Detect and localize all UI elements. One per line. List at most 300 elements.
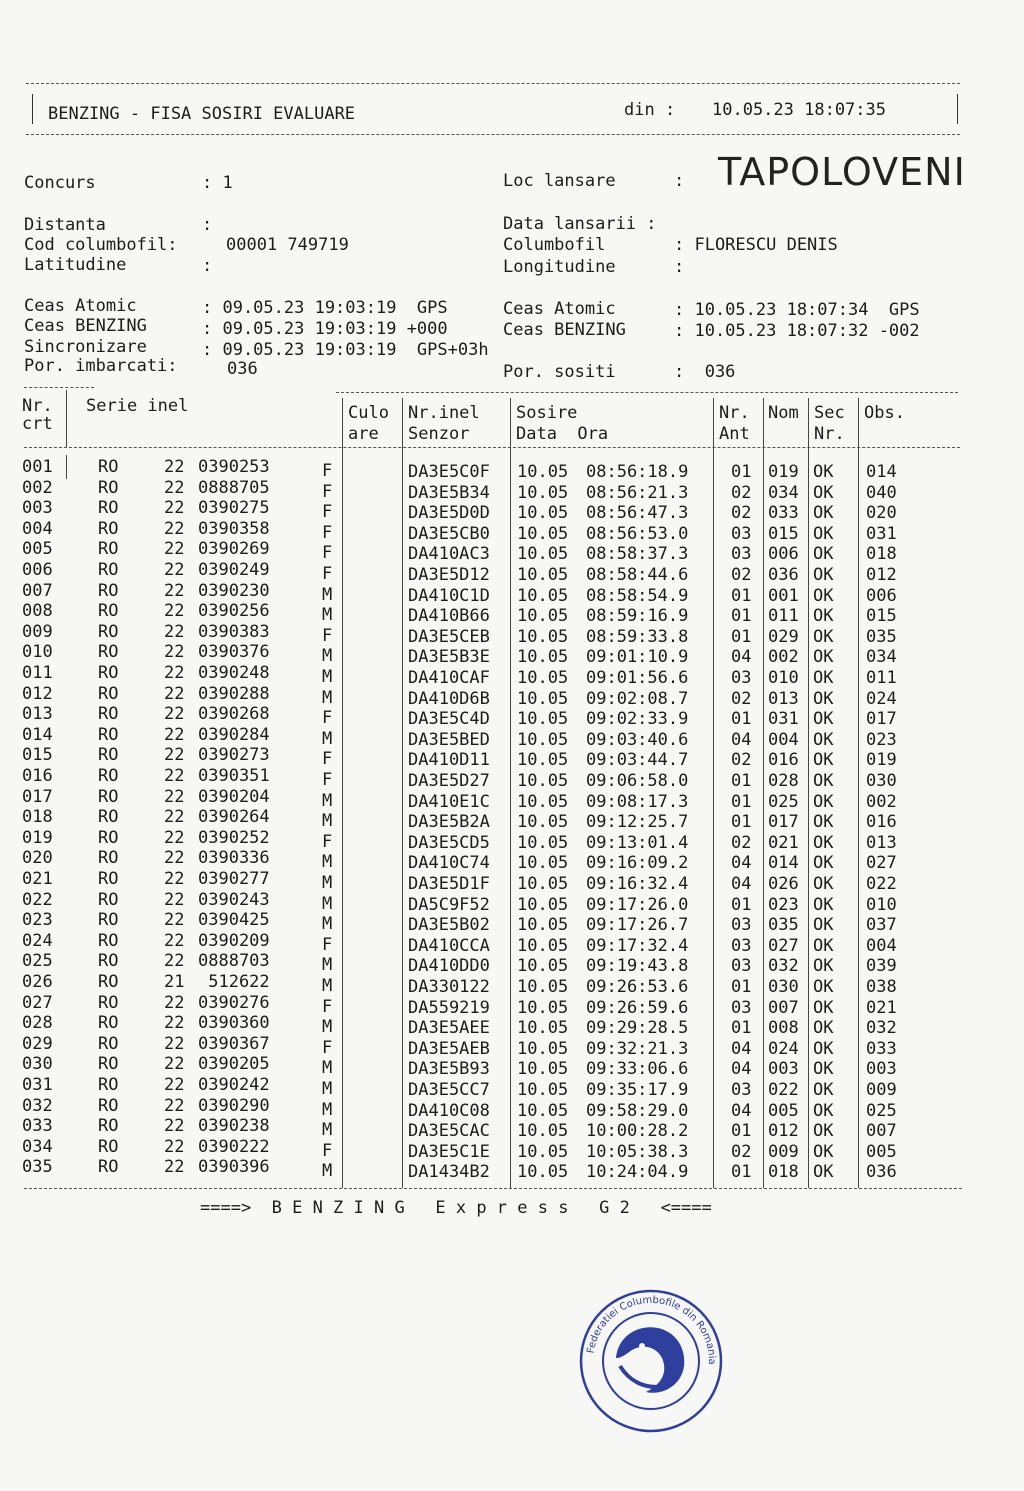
cell-obs: 004 <box>866 935 897 956</box>
cell-time: 09:26:53.6 <box>586 977 689 997</box>
cell-sex: M <box>322 852 333 873</box>
cell-sex: M <box>322 955 333 976</box>
cell-snz: DA410AC3 <box>408 544 490 565</box>
cell-nom: 030 <box>768 977 799 997</box>
cell-nom: 014 <box>768 853 799 874</box>
cell-sec: OK <box>813 1100 834 1121</box>
col-header-nom: Nom <box>768 403 799 423</box>
cell-nom: 025 <box>768 791 799 812</box>
cell-num: 0390204 <box>198 786 270 807</box>
cell-sec: OK <box>813 668 834 688</box>
cell-time: 08:56:18.9 <box>586 462 689 482</box>
cell-date: 10.05 <box>517 688 569 709</box>
cell-obs: 003 <box>866 1059 897 1080</box>
cell-time: 09:33:06.6 <box>586 1059 689 1080</box>
footer-brand: ====> B E N Z I N G E x p r e s s G 2 <==== <box>200 1198 712 1218</box>
cell-nr: 026 <box>22 972 53 992</box>
cell-nr: 028 <box>22 1013 53 1034</box>
cell-date: 10.05 <box>517 565 569 585</box>
distanta-label: Distanta <box>24 215 106 235</box>
cell-yr: 22 <box>164 580 185 601</box>
table-row <box>0 1054 1024 1080</box>
ceas-atomic-right-label: Ceas Atomic <box>503 299 616 319</box>
cell-yr: 22 <box>164 683 185 704</box>
cell-nom: 024 <box>768 1038 799 1059</box>
cell-obs: 038 <box>866 977 897 997</box>
loc-lansare-handwritten: TAPOLOVENI <box>718 150 966 194</box>
cell-ro: RO <box>98 869 119 889</box>
cell-yr: 22 <box>164 848 185 869</box>
cell-ro: RO <box>98 1116 119 1137</box>
cell-date: 10.05 <box>517 647 569 668</box>
cell-nr: 003 <box>22 498 53 519</box>
cell-date: 10.05 <box>517 523 569 544</box>
cell-ant: 04 <box>731 853 752 874</box>
table-row <box>0 1033 1024 1059</box>
cell-sec: OK <box>813 997 834 1018</box>
cell-date: 10.05 <box>517 1059 569 1080</box>
cell-nr: 005 <box>22 539 53 560</box>
cell-sec: OK <box>813 771 834 791</box>
cell-snz: DA410CCA <box>408 935 490 956</box>
cell-time: 09:16:32.4 <box>586 874 689 894</box>
cell-nom: 015 <box>768 523 799 544</box>
table-row <box>0 724 1024 750</box>
cell-snz: DA330122 <box>408 977 490 997</box>
table-row <box>0 1075 1024 1100</box>
cell-sex: M <box>322 914 333 935</box>
col-header-sec: Sec <box>814 403 845 423</box>
cell-num: 0390243 <box>198 889 270 910</box>
cell-ro: RO <box>98 766 119 786</box>
cell-snz: DA410C1D <box>408 585 490 606</box>
cell-ant: 03 <box>731 544 752 565</box>
cell-num: 0390273 <box>198 745 270 766</box>
table-row <box>0 683 1024 709</box>
cell-sex: F <box>322 770 333 790</box>
cell-yr: 22 <box>164 724 185 745</box>
cod-columbofil-label: Cod columbofil: <box>24 235 178 255</box>
cell-nom: 005 <box>768 1100 799 1121</box>
cell-obs: 017 <box>866 709 897 730</box>
cell-yr: 22 <box>164 745 185 766</box>
cell-num: 0390230 <box>198 580 270 601</box>
cell-yr: 22 <box>164 498 185 519</box>
cell-date: 10.05 <box>517 874 569 894</box>
cell-sec: OK <box>813 482 834 503</box>
concurs-label: Concurs <box>24 173 96 193</box>
cell-obs: 011 <box>866 668 897 688</box>
cell-obs: 014 <box>866 462 897 482</box>
cell-num: 0390383 <box>198 621 270 642</box>
cell-sex: M <box>322 584 333 605</box>
ceas-benzing-left-label: Ceas BENZING <box>24 316 147 336</box>
cell-yr: 22 <box>164 910 185 931</box>
cell-sec: OK <box>813 1080 834 1100</box>
table-row <box>0 1095 1024 1121</box>
cell-nr: 029 <box>22 1033 53 1054</box>
cell-ro: RO <box>98 1095 119 1116</box>
cell-ro: RO <box>98 972 119 992</box>
cell-time: 09:26:59.6 <box>586 997 689 1018</box>
table-row <box>0 1136 1024 1162</box>
cell-time: 09:08:17.3 <box>586 791 689 812</box>
cell-date: 10.05 <box>517 606 569 627</box>
cell-obs: 025 <box>866 1100 897 1121</box>
table-row <box>0 786 1024 812</box>
cell-nom: 031 <box>768 709 799 730</box>
cell-nom: 001 <box>768 585 799 606</box>
cell-nr: 010 <box>22 642 53 663</box>
cell-yr: 22 <box>164 539 185 560</box>
pigeon-icon <box>616 1327 684 1393</box>
cell-ant: 01 <box>731 812 752 833</box>
cell-sec: OK <box>813 791 834 812</box>
cell-snz: DA3E5D12 <box>408 565 490 585</box>
cell-date: 10.05 <box>517 832 569 853</box>
table-row <box>0 848 1024 874</box>
cell-date: 10.05 <box>517 977 569 997</box>
table-header-rule <box>24 447 960 448</box>
cell-sex: F <box>322 749 333 770</box>
cell-yr: 22 <box>164 1054 185 1075</box>
cell-nom: 008 <box>768 1018 799 1039</box>
cell-ro: RO <box>98 992 119 1013</box>
cell-sex: F <box>322 1037 333 1058</box>
cell-sex: F <box>322 481 333 502</box>
cell-time: 09:29:28.5 <box>586 1018 689 1039</box>
cell-yr: 22 <box>164 766 185 786</box>
table-row <box>0 498 1024 524</box>
cell-ro: RO <box>98 663 119 683</box>
cell-num: 0390249 <box>198 560 270 580</box>
cell-sec: OK <box>813 585 834 606</box>
cell-snz: DA3E5B2A <box>408 812 490 833</box>
cell-ant: 04 <box>731 874 752 894</box>
cell-sec: OK <box>813 1059 834 1080</box>
cell-sec: OK <box>813 565 834 585</box>
cell-yr: 22 <box>164 1075 185 1095</box>
cell-date: 10.05 <box>517 791 569 812</box>
por-sositi-label: Por. sositi <box>503 362 616 382</box>
cell-snz: DA3E5AEE <box>408 1018 490 1039</box>
cell-nom: 026 <box>768 874 799 894</box>
cell-ro: RO <box>98 848 119 869</box>
cell-time: 09:01:10.9 <box>586 647 689 668</box>
cell-time: 09:01:56.6 <box>586 668 689 688</box>
cell-sex: M <box>322 667 333 687</box>
cell-sec: OK <box>813 544 834 565</box>
cell-ro: RO <box>98 724 119 745</box>
cell-ant: 03 <box>731 1080 752 1100</box>
cell-sec: OK <box>813 935 834 956</box>
cell-nr: 021 <box>22 869 53 889</box>
cell-date: 10.05 <box>517 894 569 915</box>
cell-ant: 01 <box>731 606 752 627</box>
cell-yr: 22 <box>164 663 185 683</box>
cell-ro: RO <box>98 1033 119 1054</box>
cell-nr: 034 <box>22 1136 53 1157</box>
col-header-obs: Obs. <box>864 403 905 423</box>
loc-lansare-label: Loc lansare <box>503 171 616 191</box>
col-header-data-ora: Data Ora <box>516 424 609 444</box>
cell-sex: F <box>322 625 333 646</box>
latitudine-label: Latitudine <box>24 255 127 275</box>
cell-sex: M <box>322 1079 333 1099</box>
cell-ro: RO <box>98 704 119 725</box>
cell-num: 0390209 <box>198 930 270 951</box>
cell-yr: 22 <box>164 477 185 498</box>
cell-sex: F <box>322 564 333 584</box>
cell-obs: 023 <box>866 729 897 750</box>
cell-date: 10.05 <box>517 812 569 833</box>
cell-snz: DA410E1C <box>408 791 490 812</box>
cell-num: 0390269 <box>198 539 270 560</box>
cell-num: 0390222 <box>198 1136 270 1157</box>
cell-nom: 027 <box>768 935 799 956</box>
cell-nr: 032 <box>22 1095 53 1116</box>
cell-obs: 020 <box>866 503 897 524</box>
cell-time: 09:17:26.7 <box>586 915 689 936</box>
cell-sex: M <box>322 893 333 914</box>
cell-ant: 01 <box>731 462 752 482</box>
cell-snz: DA3E5CD5 <box>408 832 490 853</box>
ceas-atomic-right-value: : 10.05.23 18:07:34 GPS <box>674 300 920 320</box>
cell-num: 0390358 <box>198 518 270 539</box>
cell-sex: M <box>322 873 333 893</box>
cell-nom: 010 <box>768 668 799 688</box>
cell-snz: DA3E5C4D <box>408 709 490 730</box>
cell-yr: 22 <box>164 1116 185 1137</box>
cell-ro: RO <box>98 951 119 972</box>
cell-num: 0390376 <box>198 642 270 663</box>
cell-sex: M <box>322 1058 333 1079</box>
cell-sec: OK <box>813 626 834 647</box>
cell-sec: OK <box>813 915 834 936</box>
cell-ant: 03 <box>731 997 752 1018</box>
cell-num: 0390396 <box>198 1157 270 1178</box>
cell-snz: DA3E5B93 <box>408 1059 490 1080</box>
cell-obs: 009 <box>866 1080 897 1100</box>
cell-sex: M <box>322 976 333 996</box>
cell-snz: DA3E5CAC <box>408 1121 490 1142</box>
cell-ant: 01 <box>731 977 752 997</box>
cell-sex: M <box>322 1017 333 1038</box>
cell-sec: OK <box>813 647 834 668</box>
cell-date: 10.05 <box>517 1018 569 1039</box>
col-header-crt: crt <box>22 414 53 434</box>
cell-time: 08:59:16.9 <box>586 606 689 627</box>
cell-sec: OK <box>813 1141 834 1162</box>
cell-sec: OK <box>813 1038 834 1059</box>
cell-snz: DA559219 <box>408 997 490 1018</box>
cell-obs: 027 <box>866 853 897 874</box>
cell-ro: RO <box>98 1075 119 1095</box>
cell-nom: 004 <box>768 729 799 750</box>
cell-yr: 22 <box>164 518 185 539</box>
cell-num: 0390276 <box>198 992 270 1013</box>
cell-ant: 02 <box>731 750 752 771</box>
cell-sec: OK <box>813 853 834 874</box>
cell-yr: 22 <box>164 930 185 951</box>
cell-obs: 021 <box>866 997 897 1018</box>
cell-snz: DA3E5CEB <box>408 626 490 647</box>
cell-nom: 016 <box>768 750 799 771</box>
cell-sec: OK <box>813 606 834 627</box>
cell-nr: 023 <box>22 910 53 931</box>
col-sep-nr-header <box>66 390 67 447</box>
cell-ro: RO <box>98 477 119 498</box>
cell-nom: 009 <box>768 1141 799 1162</box>
table-row <box>0 827 1024 853</box>
cell-nom: 007 <box>768 997 799 1018</box>
cell-yr: 22 <box>164 601 185 622</box>
cell-date: 10.05 <box>517 956 569 977</box>
cell-time: 08:56:47.3 <box>586 503 689 524</box>
cell-snz: DA3E5CB0 <box>408 523 490 544</box>
cell-yr: 21 <box>164 972 185 992</box>
cell-ro: RO <box>98 1054 119 1075</box>
table-row <box>0 930 1024 956</box>
data-lansarii-label: Data lansarii : <box>503 214 657 234</box>
cell-sec: OK <box>813 1162 834 1183</box>
cell-sec: OK <box>813 729 834 750</box>
cell-num: 0390205 <box>198 1054 270 1075</box>
cell-ant: 02 <box>731 688 752 709</box>
cell-obs: 015 <box>866 606 897 627</box>
cell-snz: DA3E5AEB <box>408 1038 490 1059</box>
ceas-benzing-right-label: Ceas BENZING <box>503 320 626 340</box>
cell-date: 10.05 <box>517 1038 569 1059</box>
cell-yr: 22 <box>164 807 185 828</box>
cell-snz: DA410B66 <box>408 606 490 627</box>
distanta-value: : <box>202 215 213 235</box>
cell-nr: 016 <box>22 766 53 786</box>
longitudine-value: : <box>674 257 685 277</box>
cell-obs: 006 <box>866 585 897 606</box>
cell-sex: M <box>322 728 333 749</box>
cell-sex: F <box>322 708 333 729</box>
cell-time: 08:58:37.3 <box>586 544 689 565</box>
cell-date: 10.05 <box>517 935 569 956</box>
col-header-culo: Culo <box>348 403 389 423</box>
cell-ant: 03 <box>731 935 752 956</box>
table-row <box>0 889 1024 915</box>
cell-ro: RO <box>98 601 119 622</box>
cell-snz: DA1434B2 <box>408 1162 490 1183</box>
cell-obs: 022 <box>866 874 897 894</box>
sincronizare-label: Sincronizare <box>24 337 147 357</box>
cell-sec: OK <box>813 462 834 482</box>
cell-date: 10.05 <box>517 1162 569 1183</box>
cell-num: 0888703 <box>198 951 270 972</box>
cell-time: 09:12:25.7 <box>586 812 689 833</box>
cell-nr: 030 <box>22 1054 53 1075</box>
table-row <box>0 807 1024 833</box>
cell-date: 10.05 <box>517 462 569 482</box>
cell-time: 09:13:01.4 <box>586 832 689 853</box>
cell-num: 0390238 <box>198 1116 270 1137</box>
cell-num: 0390268 <box>198 704 270 725</box>
cell-sec: OK <box>813 956 834 977</box>
cell-nr: 004 <box>22 518 53 539</box>
cell-ant: 02 <box>731 832 752 853</box>
cell-nom: 012 <box>768 1121 799 1142</box>
cell-yr: 22 <box>164 951 185 972</box>
cell-sex: F <box>322 543 333 564</box>
cell-nom: 033 <box>768 503 799 524</box>
cell-time: 09:03:40.6 <box>586 729 689 750</box>
cell-date: 10.05 <box>517 997 569 1018</box>
cell-nom: 034 <box>768 482 799 503</box>
col-header-ant: Ant <box>719 424 750 444</box>
table-row <box>0 539 1024 565</box>
cell-sex: F <box>322 461 333 481</box>
cell-num: 0390288 <box>198 683 270 704</box>
table-row <box>0 663 1024 688</box>
cell-ant: 02 <box>731 1141 752 1162</box>
cell-obs: 016 <box>866 812 897 833</box>
cell-sex: F <box>322 1140 333 1161</box>
table-row <box>0 704 1024 730</box>
table-row <box>0 972 1024 997</box>
table-row <box>0 621 1024 647</box>
cell-sec: OK <box>813 1018 834 1039</box>
cell-time: 09:02:08.7 <box>586 688 689 709</box>
cell-yr: 22 <box>164 1095 185 1116</box>
cell-yr: 22 <box>164 869 185 889</box>
cell-date: 10.05 <box>517 1141 569 1162</box>
cell-num: 0888705 <box>198 477 270 498</box>
cell-nr: 018 <box>22 807 53 828</box>
cell-ro: RO <box>98 498 119 519</box>
cell-snz: DA410DD0 <box>408 956 490 977</box>
cell-nr: 011 <box>22 663 53 683</box>
cell-obs: 013 <box>866 832 897 853</box>
cell-nom: 017 <box>768 812 799 833</box>
cell-ant: 03 <box>731 956 752 977</box>
cell-sex: M <box>322 605 333 626</box>
ceas-atomic-left-label: Ceas Atomic <box>24 296 137 316</box>
cell-nr: 007 <box>22 580 53 601</box>
cell-obs: 035 <box>866 626 897 647</box>
cell-yr: 22 <box>164 704 185 725</box>
cell-date: 10.05 <box>517 544 569 565</box>
cell-time: 08:56:21.3 <box>586 482 689 503</box>
table-row <box>0 457 1024 482</box>
cell-nr: 031 <box>22 1075 53 1095</box>
din-value: 10.05.23 18:07:35 <box>712 100 886 120</box>
latitudine-value: : <box>202 256 213 276</box>
concurs-value: : 1 <box>202 173 233 193</box>
col-header-sec-nr: Nr. <box>814 424 845 444</box>
cell-date: 10.05 <box>517 1121 569 1142</box>
ceas-atomic-left-value: : 09.05.23 19:03:19 GPS <box>202 298 448 318</box>
cell-ro: RO <box>98 560 119 580</box>
cell-snz: DA410D6B <box>408 688 490 709</box>
cell-sex: M <box>322 1120 333 1141</box>
cell-date: 10.05 <box>517 709 569 730</box>
cell-sec: OK <box>813 688 834 709</box>
col-header-sosire: Sosire <box>516 403 578 423</box>
table-row <box>0 580 1024 606</box>
cell-ro: RO <box>98 1157 119 1178</box>
cell-num: 0390367 <box>198 1033 270 1054</box>
cell-sec: OK <box>813 709 834 730</box>
cell-snz: DA3E5D27 <box>408 771 490 791</box>
col-header-serie-inel: Serie inel <box>86 396 189 416</box>
cell-date: 10.05 <box>517 915 569 936</box>
